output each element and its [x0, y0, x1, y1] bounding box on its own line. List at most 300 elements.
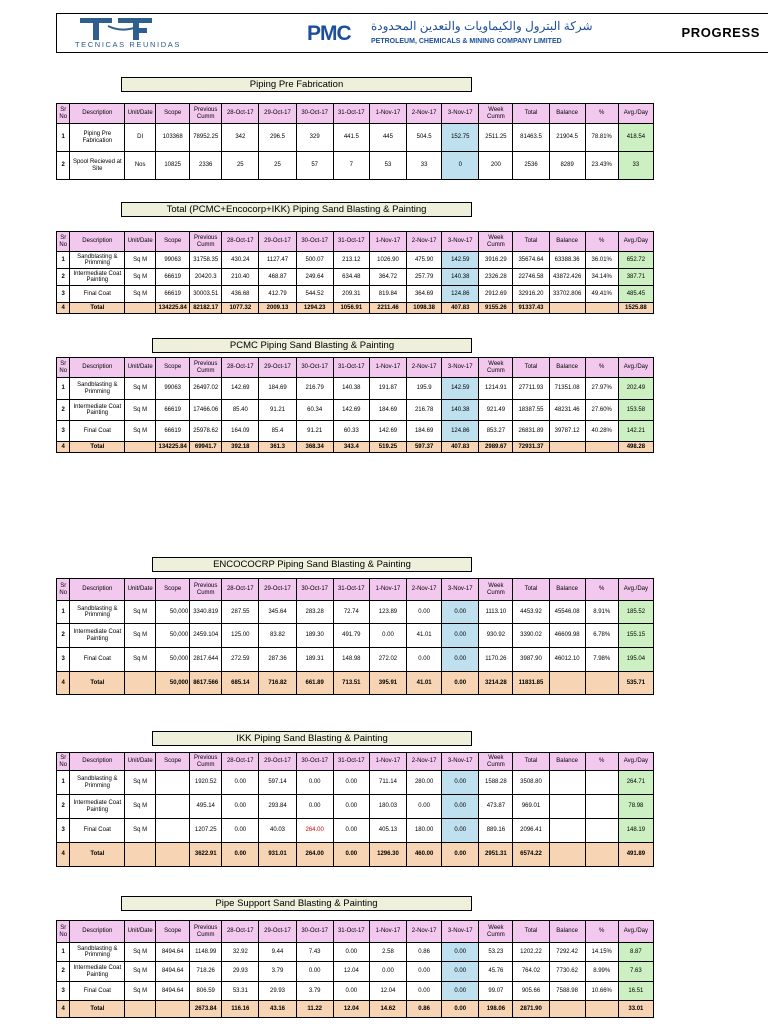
cell-nov-3: 0.00 — [442, 795, 479, 819]
cell-nov-3: 407.83 — [442, 303, 479, 314]
row-sandblasting — [57, 771, 654, 795]
column-header-previous-cumm: Previous Cumm — [190, 232, 222, 252]
column-header-scope: Scope — [156, 232, 190, 252]
cell-balance: 63388.36 — [549, 252, 585, 269]
cell-nov-1: 519.25 — [369, 442, 406, 453]
cell-balance — [549, 1001, 585, 1018]
cell-oct-31: 0.00 — [333, 943, 369, 962]
column-header-oct-28: 28-Oct-17 — [222, 753, 259, 771]
column-header-nov-3: 3-Nov-17 — [442, 921, 479, 943]
cell-oct-28: 210.40 — [222, 269, 259, 286]
cell-oct-30: 11.22 — [296, 1001, 333, 1018]
cell-nov-3: 0.00 — [442, 624, 479, 648]
cell-unit: Sq M — [125, 943, 156, 962]
cell-week-cumm: 1113.10 — [479, 601, 513, 624]
cell-balance: 45546.08 — [549, 601, 585, 624]
cell-percent: 49.41% — [585, 286, 618, 303]
cell-week-cumm: 198.06 — [479, 1001, 513, 1018]
row-final-coat — [57, 421, 654, 442]
cell-nov-3: 0.00 — [442, 943, 479, 962]
cell-unit: Sq M — [125, 269, 156, 286]
column-header-percent: % — [585, 104, 618, 124]
cell-sr-no: 2 — [57, 795, 70, 819]
cell-description: Total — [70, 1001, 125, 1018]
cell-oct-30: 661.89 — [296, 672, 333, 695]
column-header-balance: Balance — [549, 579, 585, 601]
cell-unit: Sq M — [125, 771, 156, 795]
cell-nov-1: 272.02 — [369, 648, 406, 672]
cell-oct-30: 500.07 — [296, 252, 333, 269]
cell-nov-1: 364.72 — [369, 269, 406, 286]
column-header-oct-28: 28-Oct-17 — [222, 579, 259, 601]
cell-scope: 8494.64 — [156, 962, 190, 982]
row-sandblasting — [57, 252, 654, 269]
cell-total: 81463.5 — [513, 124, 549, 152]
cell-oct-28: 125.00 — [222, 624, 259, 648]
cell-oct-29: 91.21 — [259, 400, 296, 421]
cell-avg-per-day: 652.72 — [618, 252, 653, 269]
cell-oct-28: 392.18 — [222, 442, 259, 453]
cell-avg-per-day: 195.04 — [618, 648, 653, 672]
cell-sr-no: 4 — [57, 843, 70, 867]
cell-oct-31: 491.79 — [333, 624, 369, 648]
report-header — [56, 13, 768, 53]
cell-nov-2: 0.00 — [407, 601, 442, 624]
cell-total: 35674.64 — [513, 252, 549, 269]
cell-scope: 66619 — [156, 286, 190, 303]
cell-nov-1: 184.69 — [369, 400, 406, 421]
cell-oct-28: 0.00 — [222, 795, 259, 819]
cell-oct-28: 0.00 — [222, 771, 259, 795]
cell-oct-30: 3.79 — [296, 982, 333, 1001]
column-header-percent: % — [585, 579, 618, 601]
cell-sr-no: 2 — [57, 269, 70, 286]
cell-total: 4453.92 — [513, 601, 549, 624]
cell-sr-no: 3 — [57, 648, 70, 672]
column-header-sr-no: Sr No — [57, 753, 70, 771]
cell-week-cumm: 53.23 — [479, 943, 513, 962]
cell-nov-2: 0.00 — [407, 648, 442, 672]
cell-oct-29: 29.93 — [259, 982, 296, 1001]
cell-oct-30: 0.00 — [296, 795, 333, 819]
column-header-oct-29: 29-Oct-17 — [259, 579, 296, 601]
column-header-unit: Unit/Date — [125, 104, 156, 124]
cell-sr-no: 1 — [57, 378, 70, 400]
cell-total: 2871.90 — [513, 1001, 549, 1018]
cell-balance: 71351.08 — [549, 378, 585, 400]
column-header-oct-29: 29-Oct-17 — [259, 753, 296, 771]
cell-balance — [549, 843, 585, 867]
cell-nov-3: 142.59 — [442, 378, 479, 400]
cell-oct-28: 53.31 — [222, 982, 259, 1001]
column-header-previous-cumm: Previous Cumm — [190, 104, 222, 124]
cell-balance: 46012.10 — [549, 648, 585, 672]
row-intermediate-coat — [57, 269, 654, 286]
table-header-row — [57, 579, 654, 601]
cell-previous-cumm: 82182.17 — [190, 303, 222, 314]
cell-nov-1: 0.00 — [369, 624, 406, 648]
cell-oct-28: 164.09 — [222, 421, 259, 442]
progress-table-pipe-support — [56, 920, 654, 1018]
cell-total: 27711.93 — [513, 378, 549, 400]
cell-balance — [549, 771, 585, 795]
cell-total: 969.01 — [513, 795, 549, 819]
column-header-total: Total — [513, 921, 549, 943]
cell-balance: 33702.806 — [549, 286, 585, 303]
cell-total: 91337.43 — [513, 303, 549, 314]
cell-avg-per-day: 33.01 — [618, 1001, 653, 1018]
column-header-nov-1: 1-Nov-17 — [369, 232, 406, 252]
cell-nov-3: 0.00 — [442, 601, 479, 624]
cell-description: Intermediate Coat Painting — [70, 795, 125, 819]
cell-percent: 6.78% — [585, 624, 618, 648]
cell-oct-30: 0.00 — [296, 771, 333, 795]
cell-oct-29: 1127.47 — [259, 252, 296, 269]
cell-nov-3: 0.00 — [442, 1001, 479, 1018]
cell-percent: 8.91% — [585, 601, 618, 624]
cell-sr-no: 3 — [57, 982, 70, 1001]
column-header-oct-30: 30-Oct-17 — [296, 104, 333, 124]
cell-description: Final Coat — [70, 421, 125, 442]
cell-oct-30: 264.00 — [296, 843, 333, 867]
cell-oct-29: 293.84 — [259, 795, 296, 819]
table-header-row — [57, 358, 654, 378]
row-final-coat — [57, 648, 654, 672]
cell-total: 18387.55 — [513, 400, 549, 421]
cell-scope: 10825 — [156, 152, 190, 180]
cell-balance: 39787.12 — [549, 421, 585, 442]
column-header-percent: % — [585, 358, 618, 378]
row-total — [57, 442, 654, 453]
column-header-oct-31: 31-Oct-17 — [333, 921, 369, 943]
column-header-week-cumm: Week Cumm — [479, 104, 513, 124]
cell-description: Total — [70, 303, 125, 314]
cell-nov-2: 364.69 — [407, 286, 442, 303]
row-intermediate-coat — [57, 624, 654, 648]
cell-oct-30: 189.31 — [296, 648, 333, 672]
column-header-nov-2: 2-Nov-17 — [407, 104, 442, 124]
cell-week-cumm: 889.16 — [479, 819, 513, 843]
column-header-scope: Scope — [156, 358, 190, 378]
cell-nov-2: 257.79 — [407, 269, 442, 286]
cell-nov-3: 152.75 — [442, 124, 479, 152]
cell-total: 3390.02 — [513, 624, 549, 648]
cell-previous-cumm: 2817.644 — [190, 648, 222, 672]
cell-previous-cumm: 1920.52 — [190, 771, 222, 795]
column-header-unit: Unit/Date — [125, 358, 156, 378]
table-header-row — [57, 753, 654, 771]
cell-percent — [585, 672, 618, 695]
cell-oct-30: 264.00 — [296, 819, 333, 843]
cell-nov-1: 123.89 — [369, 601, 406, 624]
column-header-unit: Unit/Date — [125, 921, 156, 943]
row-sandblasting — [57, 378, 654, 400]
cell-sr-no: 4 — [57, 1001, 70, 1018]
row-pre-fabrication — [57, 124, 654, 152]
column-header-week-cumm: Week Cumm — [479, 921, 513, 943]
cell-percent — [585, 843, 618, 867]
column-header-nov-1: 1-Nov-17 — [369, 358, 406, 378]
pcmc-logo — [307, 19, 593, 50]
cell-unit: Sq M — [125, 421, 156, 442]
row-sandblasting — [57, 601, 654, 624]
cell-oct-29: 468.87 — [259, 269, 296, 286]
cell-nov-3: 0.00 — [442, 982, 479, 1001]
cell-description: Intermediate Coat Painting — [70, 269, 125, 286]
cell-total: 32916.20 — [513, 286, 549, 303]
cell-nov-1: 191.87 — [369, 378, 406, 400]
cell-nov-3: 140.38 — [442, 400, 479, 421]
cell-scope: 66619 — [156, 421, 190, 442]
cell-nov-1: 711.14 — [369, 771, 406, 795]
column-header-total: Total — [513, 753, 549, 771]
cell-percent — [585, 819, 618, 843]
cell-previous-cumm: 25978.62 — [190, 421, 222, 442]
cell-balance — [549, 795, 585, 819]
cell-oct-30: 544.52 — [296, 286, 333, 303]
column-header-week-cumm: Week Cumm — [479, 753, 513, 771]
cell-oct-31: 0.00 — [333, 771, 369, 795]
cell-avg-per-day: 33 — [618, 152, 653, 180]
column-header-oct-30: 30-Oct-17 — [296, 753, 333, 771]
cell-oct-31: 7 — [333, 152, 369, 180]
column-header-balance: Balance — [549, 753, 585, 771]
cell-nov-2: 184.69 — [407, 421, 442, 442]
cell-avg-per-day: 185.52 — [618, 601, 653, 624]
cell-total: 3987.90 — [513, 648, 549, 672]
cell-nov-2: 0.86 — [407, 943, 442, 962]
section-title: Total (PCMC+Encocorp+IKK) Piping Sand Blasting & Painting — [121, 202, 472, 217]
cell-percent: 10.66% — [585, 982, 618, 1001]
column-header-nov-3: 3-Nov-17 — [442, 232, 479, 252]
cell-total: 11831.85 — [513, 672, 549, 695]
cell-balance — [549, 442, 585, 453]
cell-description: Sandblasting & Primming — [70, 943, 125, 962]
cell-percent: 14.15% — [585, 943, 618, 962]
cell-nov-3: 0.00 — [442, 819, 479, 843]
column-header-oct-31: 31-Oct-17 — [333, 579, 369, 601]
cell-avg-per-day: 7.63 — [618, 962, 653, 982]
cell-nov-2: 195.9 — [407, 378, 442, 400]
cell-description: Intermediate Coat Painting — [70, 624, 125, 648]
cell-previous-cumm: 2336 — [190, 152, 222, 180]
cell-percent: 78.81% — [585, 124, 618, 152]
column-header-description: Description — [70, 232, 125, 252]
table-header-row — [57, 104, 654, 124]
column-header-balance: Balance — [549, 104, 585, 124]
cell-week-cumm: 921.49 — [479, 400, 513, 421]
cell-oct-30: 7.43 — [296, 943, 333, 962]
cell-oct-28: 430.24 — [222, 252, 259, 269]
column-header-scope: Scope — [156, 753, 190, 771]
page-title: PROGRESS — [681, 25, 760, 40]
cell-week-cumm: 99.07 — [479, 982, 513, 1001]
cell-avg-per-day: 148.19 — [618, 819, 653, 843]
cell-oct-29: 184.69 — [259, 378, 296, 400]
cell-oct-30: 249.64 — [296, 269, 333, 286]
section-title: Pipe Support Sand Blasting & Painting — [121, 896, 472, 911]
cell-oct-28: 0.00 — [222, 819, 259, 843]
cell-sr-no: 3 — [57, 421, 70, 442]
cell-sr-no: 1 — [57, 601, 70, 624]
cell-description: Intermediate Coat Painting — [70, 962, 125, 982]
cell-total: 2096.41 — [513, 819, 549, 843]
cell-previous-cumm: 78952.25 — [190, 124, 222, 152]
cell-oct-31: 0.00 — [333, 843, 369, 867]
column-header-unit: Unit/Date — [125, 753, 156, 771]
cell-oct-29: 83.82 — [259, 624, 296, 648]
column-header-scope: Scope — [156, 921, 190, 943]
column-header-oct-30: 30-Oct-17 — [296, 232, 333, 252]
row-spool-received — [57, 152, 654, 180]
cell-previous-cumm: 3622.91 — [190, 843, 222, 867]
cell-description: Final Coat — [70, 286, 125, 303]
cell-scope: 8494.64 — [156, 982, 190, 1001]
cell-unit: Sq M — [125, 982, 156, 1001]
cell-previous-cumm: 2459.104 — [190, 624, 222, 648]
column-header-description: Description — [70, 921, 125, 943]
cell-oct-30: 283.28 — [296, 601, 333, 624]
cell-unit: Sq M — [125, 819, 156, 843]
cell-sr-no: 4 — [57, 303, 70, 314]
cell-oct-31: 12.04 — [333, 1001, 369, 1018]
column-header-oct-30: 30-Oct-17 — [296, 358, 333, 378]
cell-description: Sandblasting & Primming — [70, 378, 125, 400]
cell-week-cumm: 473.87 — [479, 795, 513, 819]
column-header-week-cumm: Week Cumm — [479, 358, 513, 378]
cell-nov-2: 0.00 — [407, 962, 442, 982]
column-header-avg-per-day: Avg./Day — [618, 358, 653, 378]
cell-description: Sandblasting & Primming — [70, 771, 125, 795]
column-header-avg-per-day: Avg./Day — [618, 104, 653, 124]
row-sandblasting — [57, 943, 654, 962]
cell-oct-29: 40.03 — [259, 819, 296, 843]
cell-scope: 8494.64 — [156, 943, 190, 962]
progress-table-pre-fabrication — [56, 103, 654, 180]
cell-description: Total — [70, 672, 125, 695]
cell-total: 3508.80 — [513, 771, 549, 795]
column-header-description: Description — [70, 753, 125, 771]
cell-avg-per-day: 491.89 — [618, 843, 653, 867]
cell-unit — [125, 1001, 156, 1018]
cell-unit: Sq M — [125, 601, 156, 624]
cell-oct-29: 931.01 — [259, 843, 296, 867]
cell-previous-cumm: 20420.3 — [190, 269, 222, 286]
cell-oct-31: 441.5 — [333, 124, 369, 152]
column-header-sr-no: Sr No — [57, 104, 70, 124]
tecnicas-reunidas-name: TECNICAS REUNIDAS — [75, 40, 181, 49]
cell-avg-per-day: 535.71 — [618, 672, 653, 695]
cell-sr-no: 4 — [57, 442, 70, 453]
section-title: ENCOCOCRP Piping Sand Blasting & Painting — [152, 557, 472, 572]
column-header-oct-31: 31-Oct-17 — [333, 753, 369, 771]
cell-avg-per-day: 498.28 — [618, 442, 653, 453]
cell-oct-31: 1056.91 — [333, 303, 369, 314]
cell-avg-per-day: 264.71 — [618, 771, 653, 795]
cell-scope — [156, 1001, 190, 1018]
column-header-description: Description — [70, 579, 125, 601]
cell-nov-1: 1296.30 — [369, 843, 406, 867]
cell-unit: Sq M — [125, 795, 156, 819]
cell-oct-29: 25 — [259, 152, 296, 180]
cell-oct-28: 25 — [222, 152, 259, 180]
cell-total: 905.66 — [513, 982, 549, 1001]
cell-description: Total — [70, 843, 125, 867]
cell-scope: 103368 — [156, 124, 190, 152]
cell-oct-29: 9.44 — [259, 943, 296, 962]
table-header-row — [57, 921, 654, 943]
column-header-sr-no: Sr No — [57, 579, 70, 601]
cell-sr-no: 2 — [57, 400, 70, 421]
cell-previous-cumm: 2673.84 — [190, 1001, 222, 1018]
cell-week-cumm: 45.76 — [479, 962, 513, 982]
cell-avg-per-day: 142.21 — [618, 421, 653, 442]
cell-nov-3: 124.86 — [442, 421, 479, 442]
cell-scope: 134225.84 — [156, 303, 190, 314]
cell-description: Intermediate Coat Painting — [70, 400, 125, 421]
cell-oct-31: 60.33 — [333, 421, 369, 442]
cell-nov-3: 142.59 — [442, 252, 479, 269]
cell-unit: Sq M — [125, 286, 156, 303]
cell-unit — [125, 672, 156, 695]
column-header-total: Total — [513, 232, 549, 252]
column-header-nov-2: 2-Nov-17 — [407, 579, 442, 601]
cell-previous-cumm: 3340.819 — [190, 601, 222, 624]
column-header-percent: % — [585, 232, 618, 252]
cell-description: Total — [70, 442, 125, 453]
pcmc-mark: PMC — [307, 22, 351, 45]
row-total — [57, 672, 654, 695]
cell-total: 26831.89 — [513, 421, 549, 442]
cell-nov-3: 407.83 — [442, 442, 479, 453]
cell-previous-cumm: 495.14 — [190, 795, 222, 819]
cell-balance: 48231.46 — [549, 400, 585, 421]
column-header-nov-2: 2-Nov-17 — [407, 921, 442, 943]
cell-balance: 46609.98 — [549, 624, 585, 648]
row-total — [57, 1001, 654, 1018]
column-header-oct-31: 31-Oct-17 — [333, 232, 369, 252]
row-final-coat — [57, 819, 654, 843]
cell-previous-cumm: 31758.35 — [190, 252, 222, 269]
cell-oct-28: 116.16 — [222, 1001, 259, 1018]
cell-nov-1: 12.04 — [369, 982, 406, 1001]
cell-description: Spool Recieved at Site — [70, 152, 125, 180]
cell-percent — [585, 771, 618, 795]
cell-nov-1: 142.69 — [369, 421, 406, 442]
column-header-description: Description — [70, 104, 125, 124]
cell-description: Piping Pre Fabrication — [70, 124, 125, 152]
cell-avg-per-day: 78.98 — [618, 795, 653, 819]
cell-balance — [549, 819, 585, 843]
column-header-oct-30: 30-Oct-17 — [296, 921, 333, 943]
cell-oct-29: 597.14 — [259, 771, 296, 795]
cell-oct-30: 216.79 — [296, 378, 333, 400]
cell-total: 22746.58 — [513, 269, 549, 286]
cell-previous-cumm: 806.59 — [190, 982, 222, 1001]
cell-oct-28: 85.40 — [222, 400, 259, 421]
column-header-previous-cumm: Previous Cumm — [190, 358, 222, 378]
cell-oct-30: 1294.23 — [296, 303, 333, 314]
cell-oct-28: 287.55 — [222, 601, 259, 624]
column-header-avg-per-day: Avg./Day — [618, 753, 653, 771]
cell-nov-2: 216.78 — [407, 400, 442, 421]
cell-oct-28: 272.59 — [222, 648, 259, 672]
column-header-percent: % — [585, 753, 618, 771]
cell-sr-no: 2 — [57, 624, 70, 648]
cell-percent: 8.99% — [585, 962, 618, 982]
column-header-nov-3: 3-Nov-17 — [442, 753, 479, 771]
cell-avg-per-day: 155.15 — [618, 624, 653, 648]
